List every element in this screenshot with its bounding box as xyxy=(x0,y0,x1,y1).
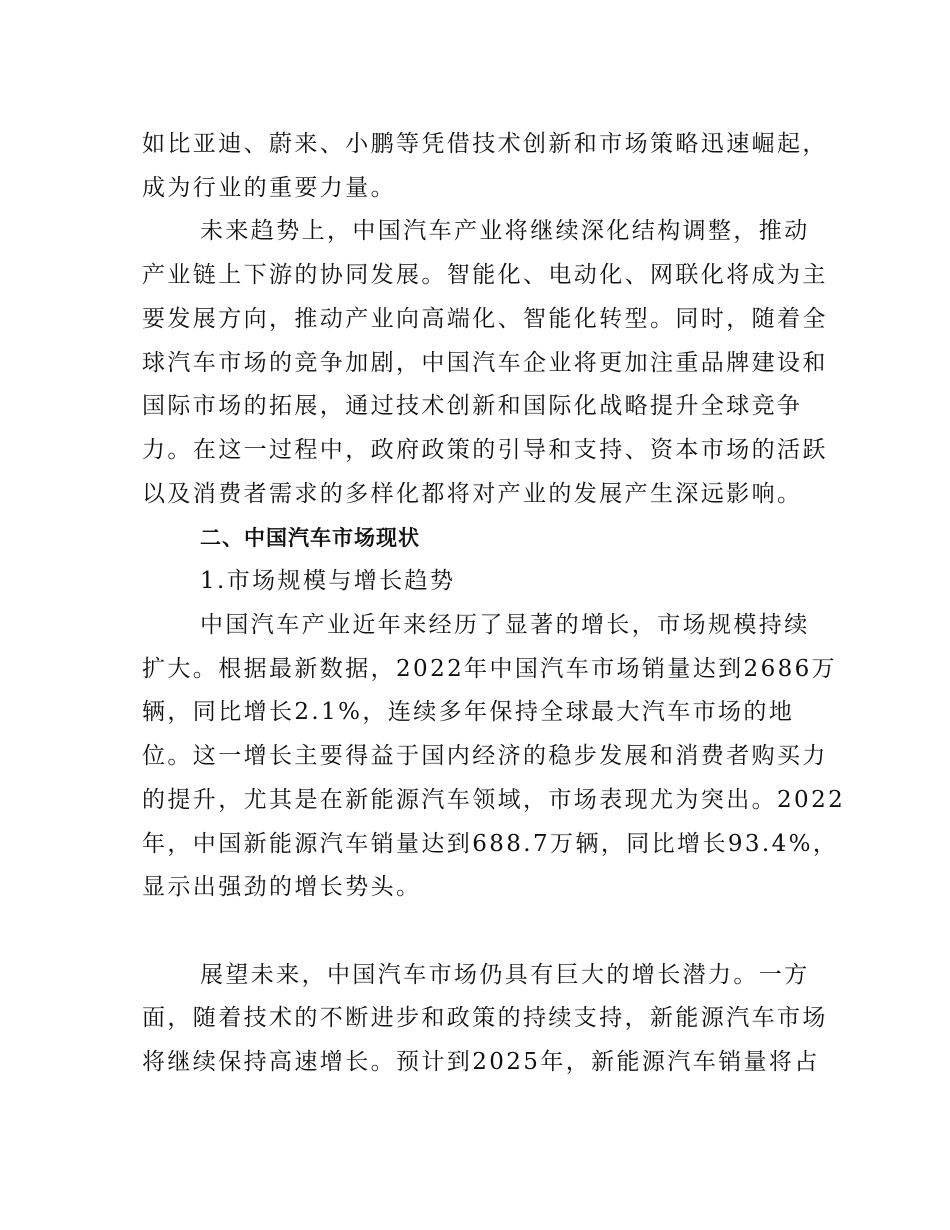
paragraph-line: 如比亚迪、蔚来、小鹏等凭借技术创新和市场策略迅速崛起， xyxy=(142,131,828,157)
subsection-heading: 1.市场规模与增长趋势 xyxy=(200,568,456,594)
paragraph-line: 辆，同比增长2.1%，连续多年保持全球最大汽车市场的地 xyxy=(142,699,795,725)
paragraph-line: 扩大。根据最新数据，2022年中国汽车市场销量达到2686万 xyxy=(142,656,838,682)
paragraph-line: 中国汽车产业近年来经历了显著的增长，市场规模持续 xyxy=(200,612,810,638)
paragraph-line: 未来趋势上，中国汽车产业将继续深化结构调整，推动 xyxy=(200,218,810,244)
paragraph-line: 显示出强劲的增长势头。 xyxy=(142,874,422,900)
paragraph-line: 以及消费者需求的多样化都将对产业的发展产生深远影响。 xyxy=(142,481,803,507)
paragraph-line: 年，中国新能源汽车销量达到688.7万辆，同比增长93.4%， xyxy=(142,831,839,857)
paragraph-line: 成为行业的重要力量。 xyxy=(142,175,396,201)
paragraph-line: 国际市场的拓展，通过技术创新和国际化战略提升全球竞争 xyxy=(142,393,803,419)
section-heading: 二、中国汽车市场现状 xyxy=(200,526,420,550)
paragraph-line: 面，随着技术的不断进步和政策的持续支持，新能源汽车市场 xyxy=(142,1005,828,1031)
paragraph-line: 的提升，尤其是在新能源汽车领域，市场表现尤为突出。2022 xyxy=(142,787,846,813)
paragraph-line: 展望未来，中国汽车市场仍具有巨大的增长潜力。一方 xyxy=(200,962,810,988)
paragraph-line: 产业链上下游的协同发展。智能化、电动化、网联化将成为主 xyxy=(142,262,828,288)
paragraph-line: 位。这一增长主要得益于国内经济的稳步发展和消费者购买力 xyxy=(142,743,828,769)
paragraph-line: 球汽车市场的竞争加剧，中国汽车企业将更加注重品牌建设和 xyxy=(142,350,828,376)
paragraph-line: 要发展方向，推动产业向高端化、智能化转型。同时，随着全 xyxy=(142,306,828,332)
paragraph-line: 将继续保持高速增长。预计到2025年，新能源汽车销量将占 xyxy=(142,1049,820,1075)
paragraph-line: 力。在这一过程中，政府政策的引导和支持、资本市场的活跃 xyxy=(142,437,828,463)
